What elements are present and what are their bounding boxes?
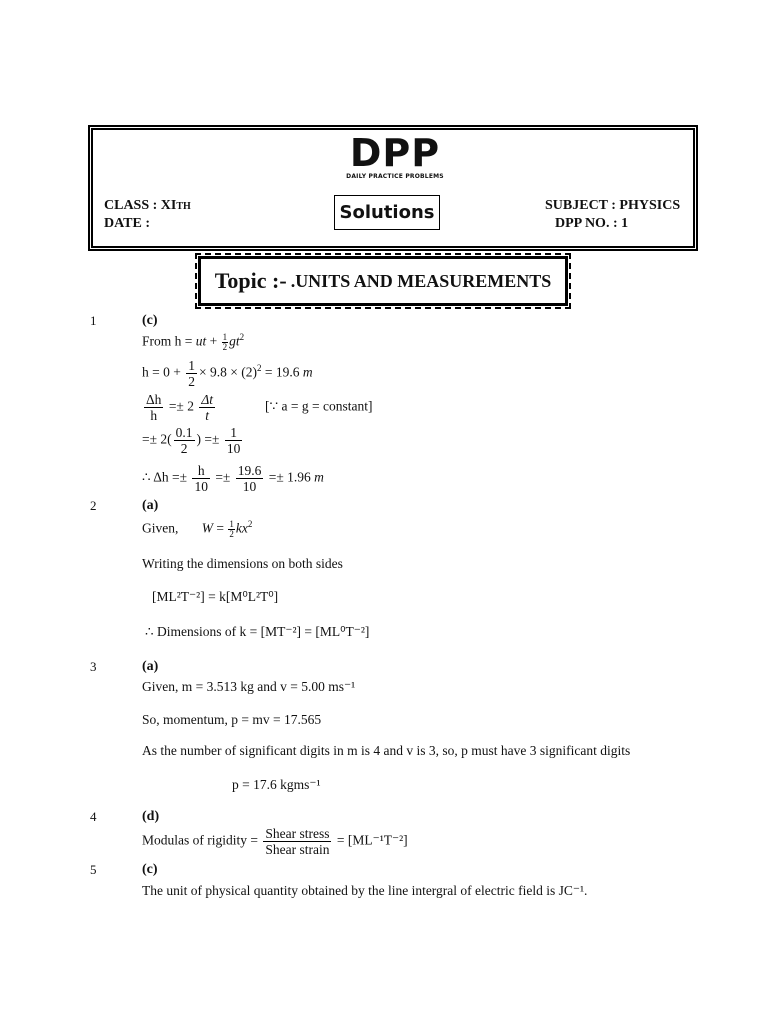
q2-line-1: Given, W = $\frac{1}{2}$ $kx^2$: [142, 518, 253, 539]
subject-label: SUBJECT : PHYSICS: [545, 198, 681, 213]
dpp-number: DPP NO. : 1: [555, 216, 629, 231]
q3-line-2: So, momentum, p = mv = 17.565: [142, 712, 322, 727]
question-number: 2: [90, 498, 97, 513]
q3-line-1: Given, m = 3.513 kg and v = 5.00 ms⁻¹: [142, 679, 356, 694]
q5-line-1: The unit of physical quantity obtained by the line intergral of electric field is JC⁻¹.: [142, 883, 588, 898]
question-number: 4: [90, 809, 97, 824]
question-number: 3: [90, 659, 97, 674]
answer-option: (d): [142, 809, 160, 824]
answer-option: (a): [142, 659, 159, 674]
q1-line-2: h = 0 + $\frac{1}{2}$ × $9.8 \times (2)^2 = 19.6$ m: [142, 358, 313, 389]
q2-line-4: ∴ Dimensions of k = [MT⁻²] = [ML⁰T⁻²]: [145, 624, 370, 639]
class-label: CLASS : XITH: [104, 198, 191, 213]
q3-line-3: As the number of significant digits in m is 4 and v is 3, so, p must have 3 significant digits: [142, 743, 631, 758]
q1-line-1: From h = ut + $\frac{1}{2}$ $gt^2$: [142, 331, 245, 352]
logo-subtitle: DAILY PRACTICE PROBLEMS: [346, 173, 444, 180]
topic-title: .UNITS AND MEASUREMENTS: [290, 270, 552, 291]
q2-line-2: Writing the dimensions on both sides: [142, 556, 343, 571]
question-number: 1: [90, 313, 97, 328]
q1-line-3: $\frac{\Delta h}{h}$ =± 2 $\frac{\Delta t}{t}$ [∵ a = g = constant]: [146, 392, 373, 423]
q1-line-5: ∴ Δh =± $\frac{h}{10}$ =± $\frac{19.6}{10}$ =± 1.96 m: [142, 463, 324, 494]
dpp-logo: DPP: [349, 131, 441, 175]
q3-line-4: p = 17.6 kgms⁻¹: [232, 777, 321, 792]
q2-line-3: [ML²T⁻²] = k[M⁰L²T⁰]: [152, 589, 279, 604]
answer-option: (c): [142, 862, 158, 877]
answer-option: (c): [142, 313, 158, 328]
q4-line-1: Modulas of rigidity = $\frac{\text{Shear stress}}{\text{Shear strain}}$ = [ML⁻¹T⁻²]: [142, 826, 408, 857]
topic-box: [198, 256, 568, 306]
topic-prefix: Topic :-: [214, 268, 287, 293]
solutions-label: Solutions: [334, 195, 440, 230]
date-label: DATE :: [104, 216, 151, 231]
question-number: 5: [90, 862, 97, 877]
q1-line-4: =± 2( $\frac{0.1}{2}$ ) =± $\frac{1}{10}$: [142, 425, 241, 456]
answer-option: (a): [142, 498, 159, 513]
